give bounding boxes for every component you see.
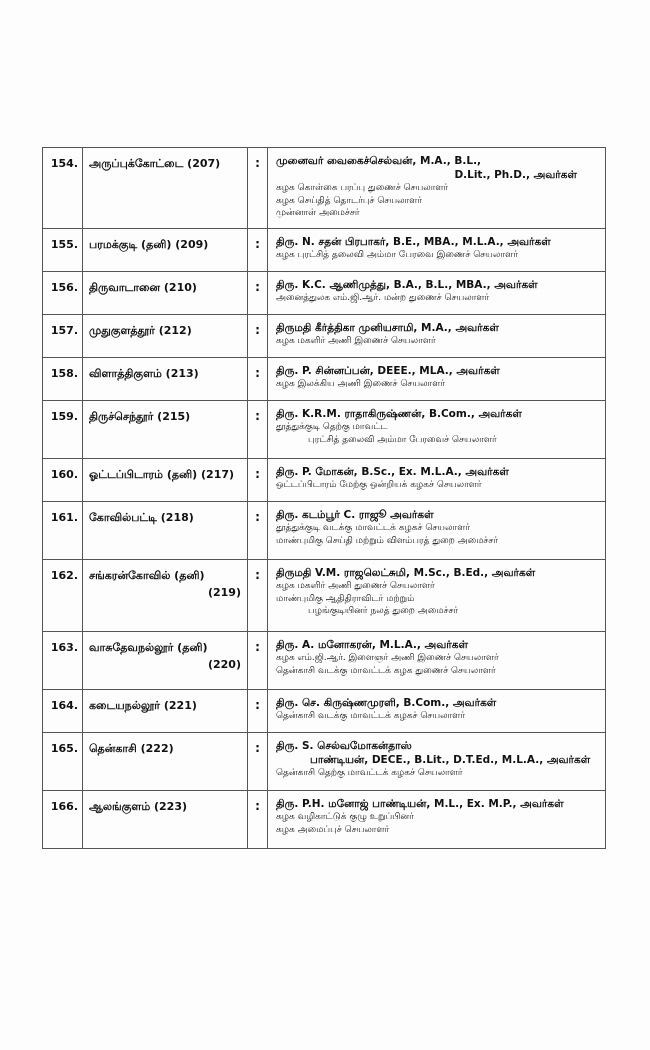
constituency-cell xyxy=(83,791,248,849)
constituency-name: பரமக்குடி (தனி) (209) xyxy=(89,238,209,251)
constituency-cell xyxy=(83,315,248,358)
constituency-name: ஓட்டப்பிடாரம் (தனி) (217) xyxy=(89,468,235,481)
constituency-cell xyxy=(83,502,248,560)
candidate-name: திருமதி V.M. ராஜலெட்சுமி, M.Sc., B.Ed., அவர்கள் xyxy=(276,567,536,579)
constituency-name: வாசுதேவநல்லூர் (தனி) xyxy=(89,641,208,654)
candidate-role: கழக புரட்சித் தலைவி அம்மா பேரவை இணைச் செயலாளர் xyxy=(276,250,518,260)
candidate-details xyxy=(268,502,606,560)
separator-colon: : xyxy=(248,733,268,791)
candidate-role: கழக எம்.ஜி.ஆர். இளைஞர் அணி இணைச் செயலாளர் xyxy=(276,653,499,663)
candidate-details xyxy=(268,690,606,733)
constituency-cell xyxy=(83,148,248,229)
table-row xyxy=(43,401,606,459)
table-row xyxy=(43,272,606,315)
constituency-name: திருச்செந்தூர் (215) xyxy=(89,410,191,423)
constituency-name: ஆலங்குளம் (223) xyxy=(89,800,188,813)
candidate-role: தூத்துக்குடி தெற்கு மாவட்ட xyxy=(276,422,388,432)
candidate-details xyxy=(268,560,606,632)
candidate-details xyxy=(268,148,606,229)
candidate-name: திரு. N. சதன் பிரபாகர், B.E., MBA., M.L.A., அவர்கள் xyxy=(276,236,551,248)
table-row xyxy=(43,148,606,229)
row-number: 160. xyxy=(43,459,83,502)
candidate-details xyxy=(268,401,606,459)
candidate-name: திரு. செ. கிருஷ்ணமுரளி, B.Com., அவர்கள் xyxy=(276,697,497,709)
candidate-role: தூத்துக்குடி வடக்கு மாவட்டக் கழகச் செயலாளர் xyxy=(276,523,471,533)
row-number: 163. xyxy=(43,632,83,690)
row-number: 162. xyxy=(43,560,83,632)
candidate-name: திரு. P. மோகன், B.Sc., Ex. M.L.A., அவர்கள் xyxy=(276,466,509,478)
candidate-name: முனைவர் வைகைச்செல்வன், M.A., B.L., xyxy=(276,155,482,167)
row-number: 154. xyxy=(43,148,83,229)
table-row xyxy=(43,358,606,401)
separator-colon: : xyxy=(248,272,268,315)
row-number: 165. xyxy=(43,733,83,791)
constituency-name: அருப்புக்கோட்டை (207) xyxy=(89,157,221,170)
candidate-role: மாண்புமிகு செய்தி மற்றும் விளம்பரத் துறை அமைச்சர் xyxy=(276,535,499,546)
constituency-name: முதுகுளத்தூர் (212) xyxy=(89,324,192,337)
candidate-details xyxy=(268,459,606,502)
candidate-details xyxy=(268,358,606,401)
candidate-details xyxy=(268,272,606,315)
constituency-number: (220) xyxy=(207,658,241,671)
constituency-cell xyxy=(83,401,248,459)
candidate-role: கழக வழிகாட்டுக் குழு உறுப்பினர் xyxy=(276,812,414,822)
row-number: 161. xyxy=(43,502,83,560)
candidate-role: பழங்குடியினர் நலத் துறை அமைச்சர் xyxy=(308,606,459,616)
candidate-role: கழக செய்தித் தொடர்புச் செயலாளர் xyxy=(276,195,423,206)
candidate-role: புரட்சித் தலைவி அம்மா பேரவைச் செயலாளர் xyxy=(308,434,497,445)
candidate-name: திரு. A. மனோகரன், M.L.A., அவர்கள் xyxy=(276,639,468,651)
candidate-role: மாண்புமிகு ஆதிதிராவிடர் மற்றும் xyxy=(276,593,415,604)
candidate-role: அனைத்துலக எம்.ஜி.ஆர். மன்ற துணைச் செயலாளர் xyxy=(276,293,490,303)
candidate-role: தென்காசி வடக்கு மாவட்டக் கழக துணைச் செயலாளர் xyxy=(276,665,496,676)
table-row xyxy=(43,733,606,791)
separator-colon: : xyxy=(248,632,268,690)
row-number: 157. xyxy=(43,315,83,358)
candidate-details xyxy=(268,632,606,690)
separator-colon: : xyxy=(248,229,268,272)
constituency-name: கோவில்பட்டி (218) xyxy=(89,511,194,524)
table-row xyxy=(43,229,606,272)
table-row xyxy=(43,315,606,358)
separator-colon: : xyxy=(248,690,268,733)
constituency-name: கடையநல்லூர் (221) xyxy=(89,699,197,712)
candidate-details xyxy=(268,229,606,272)
candidate-name: திரு. K.R.M. ராதாகிருஷ்ணன், B.Com., அவர்கள் xyxy=(276,408,522,420)
separator-colon: : xyxy=(248,401,268,459)
candidate-name: திரு. K.C. ஆணிமுத்து, B.A., B.L., MBA., அவர்கள் xyxy=(276,279,538,291)
table-row xyxy=(43,791,606,849)
table-row xyxy=(43,459,606,502)
table-row xyxy=(43,502,606,560)
row-number: 156. xyxy=(43,272,83,315)
candidate-role: கழக மகளிர் அணி துணைச் செயலாளர் xyxy=(276,581,435,591)
candidate-role: தென்காசி தெற்கு மாவட்டக் கழகச் செயலாளர் xyxy=(276,768,463,778)
table-row xyxy=(43,560,606,632)
candidate-details xyxy=(268,315,606,358)
row-number: 158. xyxy=(43,358,83,401)
candidate-details xyxy=(268,733,606,791)
row-number: 164. xyxy=(43,690,83,733)
constituency-cell xyxy=(83,560,248,632)
candidate-name-continued: பாண்டியன், DECE., B.Lit., D.T.Ed., M.L.A., அவர்கள் xyxy=(310,754,591,766)
constituency-cell xyxy=(83,358,248,401)
candidate-role: கழக அமைப்புச் செயலாளர் xyxy=(276,824,390,835)
separator-colon: : xyxy=(248,459,268,502)
table-row xyxy=(43,690,606,733)
constituency-number: (219) xyxy=(207,586,241,599)
constituency-cell xyxy=(83,229,248,272)
table-row xyxy=(43,632,606,690)
constituency-name: விளாத்திகுளம் (213) xyxy=(89,367,199,380)
constituency-name: சங்கரன்கோவில் (தனி) xyxy=(89,569,205,582)
candidate-role: முன்னாள் அமைச்சர் xyxy=(276,208,360,218)
candidate-details xyxy=(268,791,606,849)
separator-colon: : xyxy=(248,358,268,401)
constituency-cell xyxy=(83,632,248,690)
row-number: 166. xyxy=(43,791,83,849)
candidate-role: கழக இலக்கிய அணி இணைச் செயலாளர் xyxy=(276,379,446,389)
candidate-role: ஒட்டப்பிடாரம் மேற்கு ஒன்றியக் கழகச் செயலாளர் xyxy=(276,480,482,490)
row-number: 159. xyxy=(43,401,83,459)
candidate-name: திருமதி கீர்த்திகா முனியசாமி, M.A., அவர்கள் xyxy=(276,322,499,334)
candidate-name: திரு. S. செல்வமோகன்தாஸ் xyxy=(276,740,412,752)
candidate-role: கழக கொள்கை பரப்பு துணைச் செயலாளர் xyxy=(276,183,449,193)
candidate-role: தென்காசி வடக்கு மாவட்டக் கழகச் செயலாளர் xyxy=(276,711,466,721)
constituency-cell xyxy=(83,690,248,733)
constituency-cell xyxy=(83,733,248,791)
candidate-table-body xyxy=(43,148,606,849)
candidate-table xyxy=(42,147,606,849)
separator-colon: : xyxy=(248,148,268,229)
constituency-name: திருவாடானை (210) xyxy=(89,281,197,294)
candidate-name-continued: D.Lit., Ph.D., அவர்கள் xyxy=(454,169,577,181)
constituency-cell xyxy=(83,272,248,315)
separator-colon: : xyxy=(248,315,268,358)
candidate-role: கழக மகளிர் அணி இணைச் செயலாளர் xyxy=(276,336,436,346)
constituency-name: தென்காசி (222) xyxy=(89,742,174,755)
candidate-name: திரு. கடம்பூர் C. ராஜூ அவர்கள் xyxy=(276,509,434,521)
separator-colon: : xyxy=(248,502,268,560)
constituency-cell xyxy=(83,459,248,502)
candidate-name: திரு. P.H. மனோஜ் பாண்டியன், M.L., Ex. M.P., அவர்கள் xyxy=(276,798,564,810)
row-number: 155. xyxy=(43,229,83,272)
separator-colon: : xyxy=(248,791,268,849)
candidate-name: திரு. P. சின்னப்பன், DEEE., MLA., அவர்கள் xyxy=(276,365,500,377)
separator-colon: : xyxy=(248,560,268,632)
